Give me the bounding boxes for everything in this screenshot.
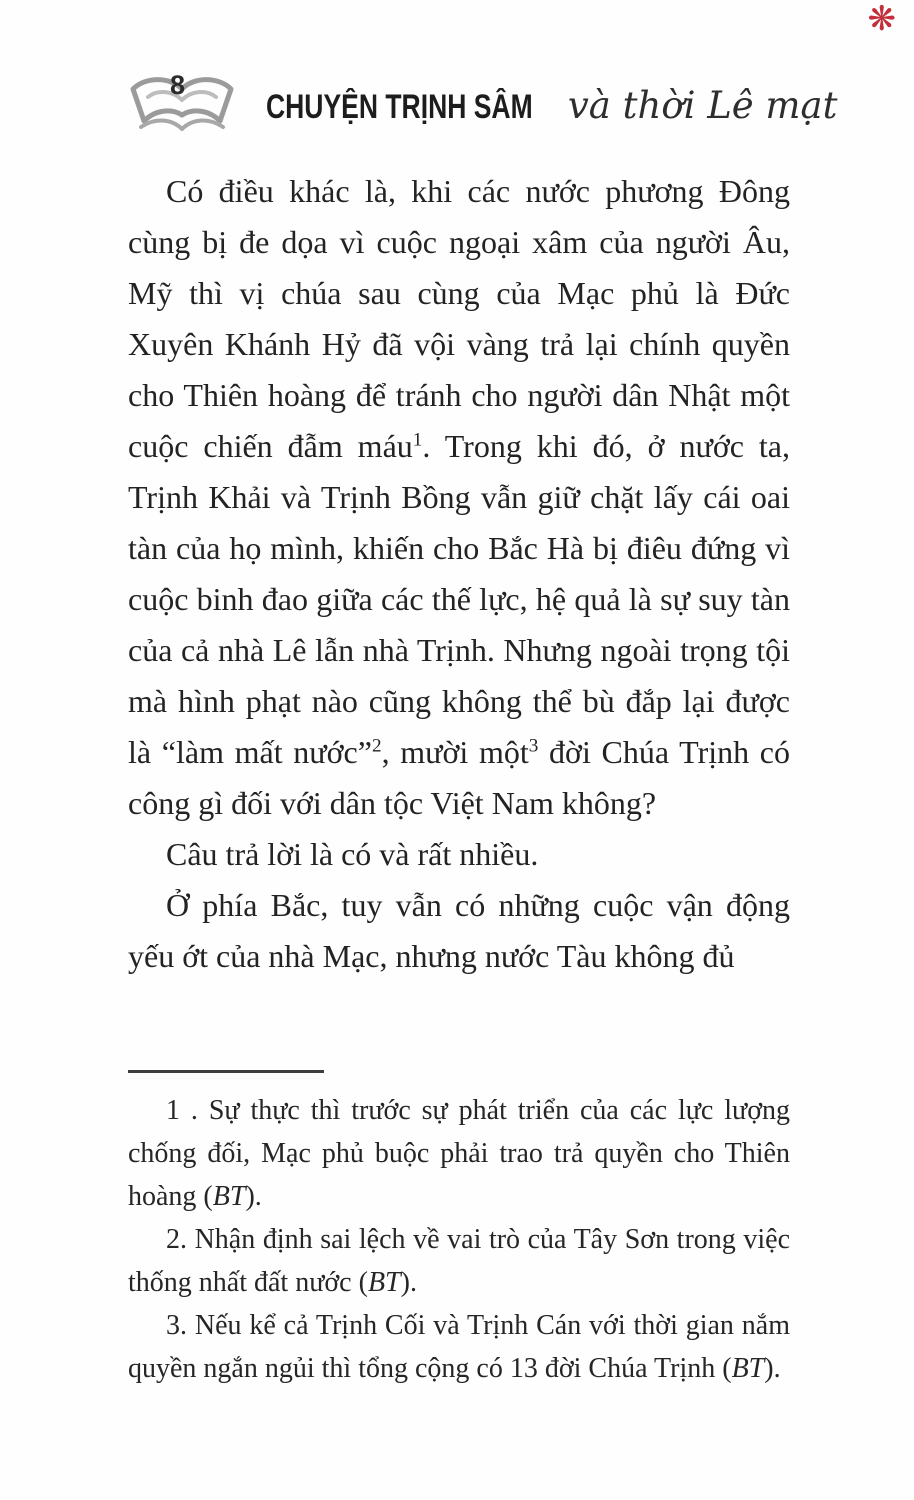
paragraph-2: Câu trả lời là có và rất nhiều. <box>166 836 539 872</box>
paragraph-1-text: Có điều khác là, khi các nước phương Đông cùng bị đe dọa vì cuộc ngoại xâm của người Âu, Mỹ thì vị chúa sau cùng của Mạc phủ là Đức Xuyên Khánh Hỷ đã vội vàng trả lại chính quyền cho Thiên hoàng để tránh cho người dân Nhật một cuộc chiến đẫm máu <box>128 173 790 464</box>
page-title-main: CHUYỆN TRỊNH SÂM <box>266 87 533 126</box>
footnote-3-bt: BT <box>731 1353 765 1384</box>
footnote-2 <box>128 1218 790 1304</box>
footnote-2-bt: BT <box>367 1267 401 1298</box>
footnote-2-end: ). <box>400 1267 417 1298</box>
footnote-3-end: ). <box>764 1353 781 1384</box>
footnote-1-text: 1 . Sự thực thì trước sự phát triển của các lực lượng chống đối, Mạc phủ buộc phải trao trả quyền cho Thiên hoàng ( <box>128 1095 790 1212</box>
footnote-2-text: 2. Nhận định sai lệch về vai trò của Tây Sơn trong việc thống nhất đất nước ( <box>128 1224 790 1298</box>
flower-icon: ❋ <box>867 0 896 39</box>
paragraph-1 <box>128 166 790 829</box>
footnote-3-text: 3. Nếu kể cả Trịnh Cối và Trịnh Cán với thời gian nắm quyền ngắn ngủi thì tổng cộng có 13 đời Chúa Trịnh ( <box>128 1310 790 1384</box>
body-text <box>128 166 790 982</box>
page-title-script: và thời Lê mạt <box>567 83 838 127</box>
paragraph-3: Ở phía Bắc, tuy vẫn có những cuộc vận động yếu ớt của nhà Mạc, nhưng nước Tàu không đủ <box>128 887 790 974</box>
footnote-1 <box>128 1089 790 1218</box>
footnote-ref-2: 2 <box>371 735 382 757</box>
page-title <box>266 84 837 127</box>
footnote-ref-3: 3 <box>528 735 539 757</box>
footnote-1-bt: BT <box>212 1181 246 1212</box>
footnote-3 <box>128 1304 790 1390</box>
paragraph-1-text: . Trong khi đó, ở nước ta, Trịnh Khải và Trịnh Bồng vẫn giữ chặt lấy cái oai tàn của họ mình, khiến cho Bắc Hà bị điêu đứng vì cuộc binh đao giữa các thế lực, hệ quả là sự suy tàn của cả nhà Lê lẫn nhà Trịnh. Nhưng ngoài trọng tội mà hình phạt nào cũng không thể bù đắp lại được là “làm mất nước” <box>128 428 791 770</box>
page-header <box>126 70 838 138</box>
footnote-1-end: ). <box>245 1181 262 1212</box>
paragraph-1-text: , mười một <box>381 734 529 770</box>
footnote-separator <box>128 1070 324 1073</box>
paragraph-1-text: đời Chúa Trịnh có công gì đối với dân tộc Việt Nam không? <box>128 734 791 821</box>
footnote-ref-1: 1 <box>412 429 423 451</box>
open-book-icon <box>126 72 238 138</box>
page-number: 8 <box>170 70 186 100</box>
footnote-area <box>128 1056 790 1390</box>
